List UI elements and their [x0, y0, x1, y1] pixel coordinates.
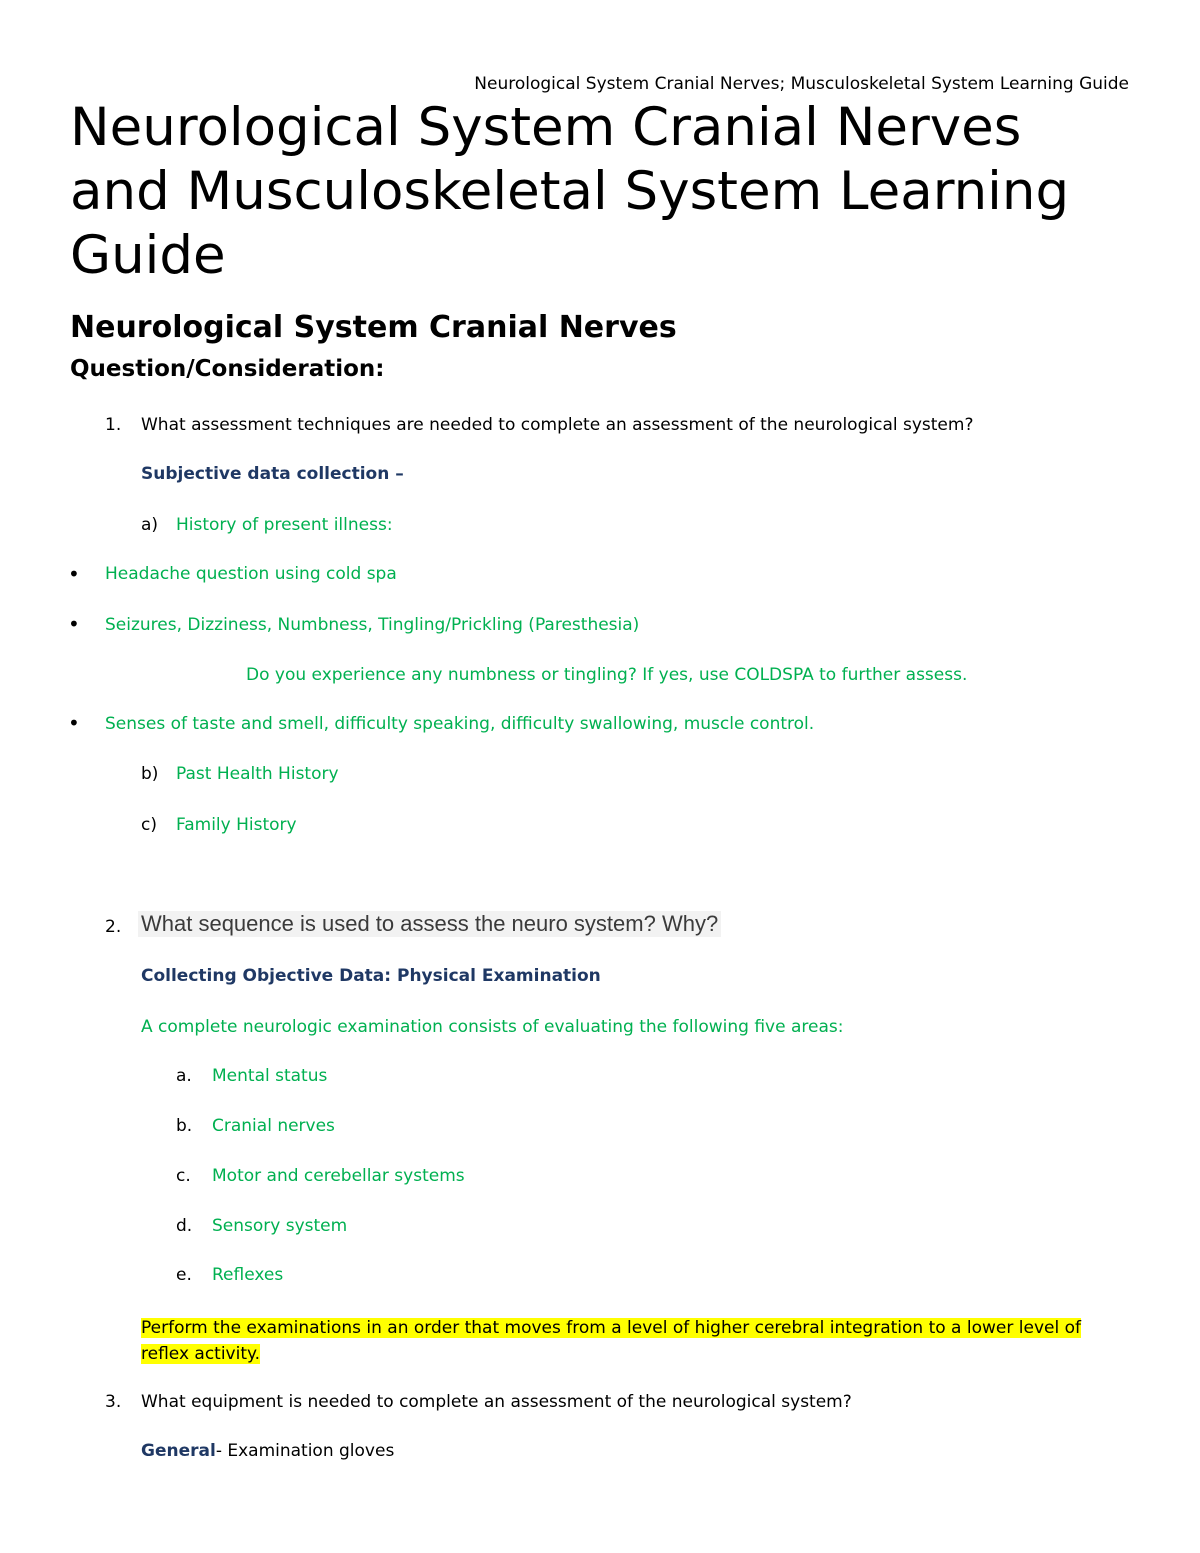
area-reflexes: Reflexes	[212, 1265, 284, 1285]
question-1-text: What assessment techniques are needed to complete an assessment of the neurological system?	[141, 415, 974, 435]
highlight-line-1: Perform the examinations in an order that moves from a level of higher cerebral integration to a lower level of	[141, 1318, 1081, 1338]
area-marker: e.	[176, 1265, 192, 1285]
past-health-history: Past Health History	[176, 764, 339, 784]
question-3-text: What equipment is needed to complete an assessment of the neurological system?	[141, 1392, 852, 1412]
title-line-2: and Musculoskeletal System Learning	[70, 161, 1070, 222]
question-1-number: 1.	[105, 415, 122, 435]
title-line-1: Neurological System Cranial Nerves	[70, 97, 1022, 158]
general-label: General	[141, 1441, 216, 1461]
area-marker: c.	[176, 1166, 191, 1186]
five-areas-intro: A complete neurologic examination consists of evaluating the following five areas:	[141, 1017, 844, 1037]
area-marker: a.	[176, 1066, 192, 1086]
question-2-text: What sequence is used to assess the neuro system? Why?	[138, 911, 721, 937]
document-title	[70, 96, 1069, 288]
general-equipment-line	[141, 1441, 394, 1461]
item-b-marker: b)	[141, 764, 159, 784]
bullet-item-senses: Senses of taste and smell, difficulty speaking, difficulty swallowing, muscle control.	[105, 714, 815, 734]
section-heading: Neurological System Cranial Nerves	[70, 310, 677, 345]
area-mental-status: Mental status	[212, 1066, 328, 1086]
question-consideration-heading: Question/Consideration:	[70, 356, 385, 382]
subjective-data-label: Subjective data collection –	[141, 464, 404, 484]
running-header: Neurological System Cranial Nerves; Musculoskeletal System Learning Guide	[474, 74, 1129, 94]
numbness-question-note: Do you experience any numbness or tingling? If yes, use COLDSPA to further assess.	[246, 665, 968, 685]
history-present-illness: History of present illness:	[176, 515, 393, 535]
family-history: Family History	[176, 815, 297, 835]
area-sensory-system: Sensory system	[212, 1216, 348, 1236]
highlighted-order-note	[141, 1315, 1081, 1367]
item-a-marker: a)	[141, 515, 159, 535]
bullet-item-headache: Headache question using cold spa	[105, 564, 397, 584]
highlight-line-2: reflex activity.	[141, 1344, 261, 1364]
bullet-item-seizures: Seizures, Dizziness, Numbness, Tingling/Prickling (Paresthesia)	[105, 615, 640, 635]
bullet-icon: •	[68, 711, 80, 735]
bullet-icon: •	[68, 562, 80, 586]
area-marker: d.	[176, 1216, 193, 1236]
title-line-3: Guide	[70, 225, 226, 286]
bullet-icon: •	[68, 612, 80, 636]
objective-data-label: Collecting Objective Data: Physical Examination	[141, 966, 601, 986]
item-c-marker: c)	[141, 815, 157, 835]
general-equipment-text: - Examination gloves	[215, 1441, 395, 1461]
area-cranial-nerves: Cranial nerves	[212, 1116, 335, 1136]
area-motor-cerebellar: Motor and cerebellar systems	[212, 1166, 465, 1186]
question-2-number: 2.	[105, 917, 122, 937]
area-marker: b.	[176, 1116, 193, 1136]
question-3-number: 3.	[105, 1392, 122, 1412]
